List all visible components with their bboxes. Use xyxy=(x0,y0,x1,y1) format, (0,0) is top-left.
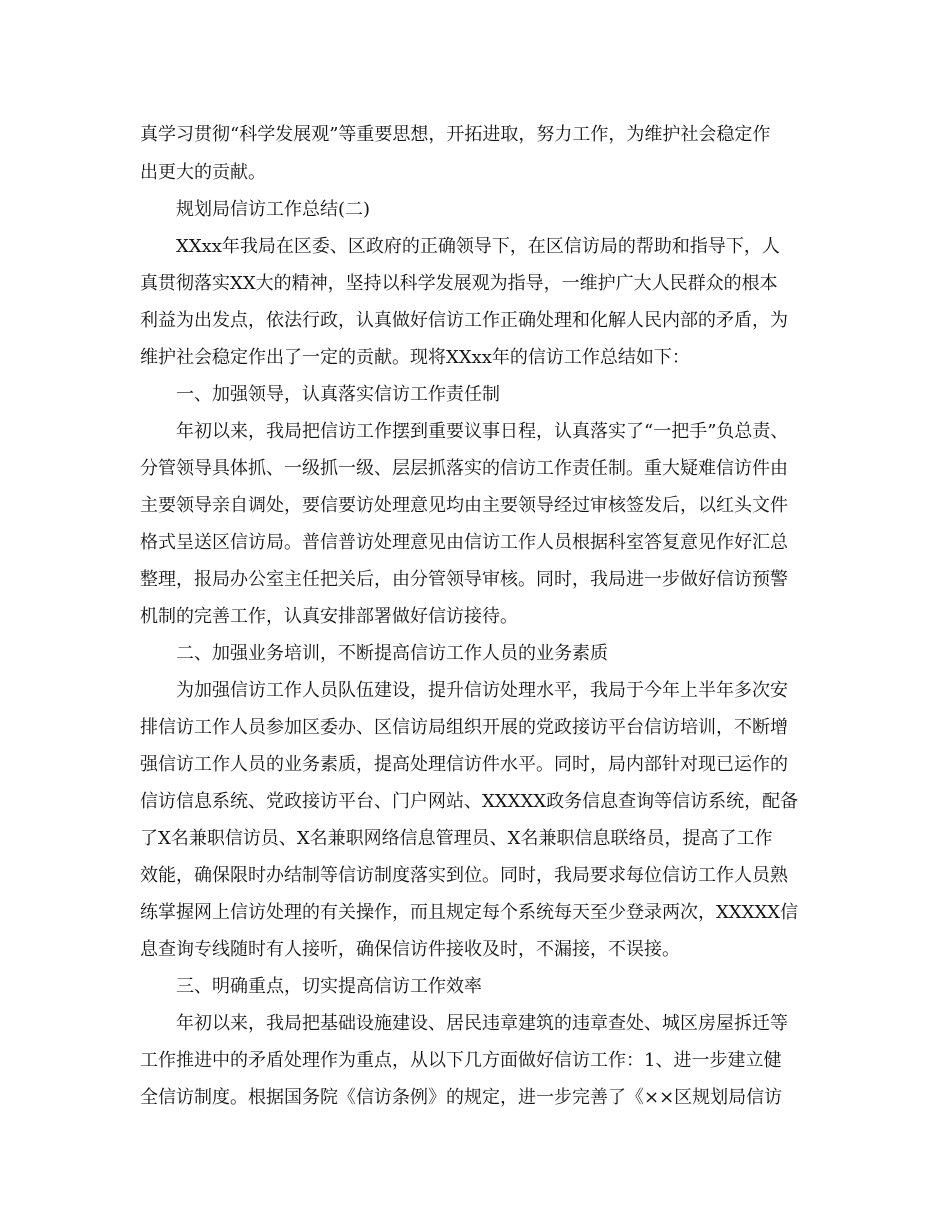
text-line: 全信访制度。根据国务院《信访条例》的规定，进一步完善了《××区规划局信访 xyxy=(140,1087,783,1108)
text-line: 工作推进中的矛盾处理作为重点，从以下几方面做好信访工作：1、进一步建立健 xyxy=(140,1050,782,1071)
text-line: 了X名兼职信访员、X名兼职网络信息管理员、X名兼职信息联络员，提高了工作 xyxy=(140,828,773,849)
section-heading: 一、加强领导，认真落实信访工作责任制 xyxy=(176,384,500,405)
text-line: 排信访工作人员参加区委办、区信访局组织开展的党政接访平台信访培训，不断增 xyxy=(140,717,788,738)
text-line: 信访信息系统、党政接访平台、门户网站、XXXXX政务信息查询等信访系统，配备 xyxy=(140,791,799,812)
text-line: 练掌握网上信访处理的有关操作，而且规定每个系统每天至少登录两次，XXXXX信 xyxy=(140,902,799,923)
text-line: 分管领导具体抓、一级抓一级、层层抓落实的信访工作责任制。重大疑难信访件由 xyxy=(140,458,788,479)
text-line: 效能，确保限时办结制等信访制度落实到位。同时，我局要求每位信访工作人员熟 xyxy=(140,865,788,886)
text-line: 维护社会稳定作出了一定的贡献。现将XXxx年的信访工作总结如下： xyxy=(140,347,690,368)
section-heading: 三、明确重点，切实提高信访工作效率 xyxy=(176,976,482,997)
text-line: 强信访工作人员的业务素质，提高处理信访件水平。同时，局内部针对现已运作的 xyxy=(140,754,788,775)
text-line: 息查询专线随时有人接听，确保信访件接收及时，不漏接，不误接。 xyxy=(140,939,680,960)
text-line: 整理，报局办公室主任把关后，由分管领导审核。同时，我局进一步做好信访预警 xyxy=(140,569,788,590)
text-line: 真学习贯彻“科学发展观”等重要思想，开拓进取，努力工作，为维护社会稳定作 xyxy=(140,124,771,145)
text-line: 出更大的贡献。 xyxy=(140,162,266,183)
text-line: 利益为出发点，依法行政，认真做好信访工作正确处理和化解人民内部的矛盾，为 xyxy=(140,310,788,331)
text-line: 年初以来，我局把基础设施建设、居民违章建筑的违章查处、城区房屋拆迁等 xyxy=(176,1013,788,1034)
text-line: 机制的完善工作，认真安排部署做好信访接待。 xyxy=(140,606,518,627)
text-line: 真贯彻落实XX大的精神，坚持以科学发展观为指导，一维护广大人民群众的根本 xyxy=(140,273,778,294)
text-line: XXxx年我局在区委、区政府的正确领导下，在区信访局的帮助和指导下，人 xyxy=(176,236,780,257)
text-line: 格式呈送区信访局。普信普访处理意见由信访工作人员根据科室答复意见作好汇总 xyxy=(140,532,788,553)
section-heading: 二、加强业务培训，不断提高信访工作人员的业务素质 xyxy=(176,643,608,664)
text-line: 年初以来，我局把信访工作摆到重要议事日程，认真落实了“一把手”负总责、 xyxy=(176,421,789,442)
text-line: 为加强信访工作人员队伍建设，提升信访处理水平，我局于今年上半年多次安 xyxy=(176,680,788,701)
section-title: 规划局信访工作总结(二) xyxy=(176,199,371,220)
text-line: 主要领导亲自调处，要信要访处理意见均由主要领导经过审核签发后，以红头文件 xyxy=(140,495,788,516)
